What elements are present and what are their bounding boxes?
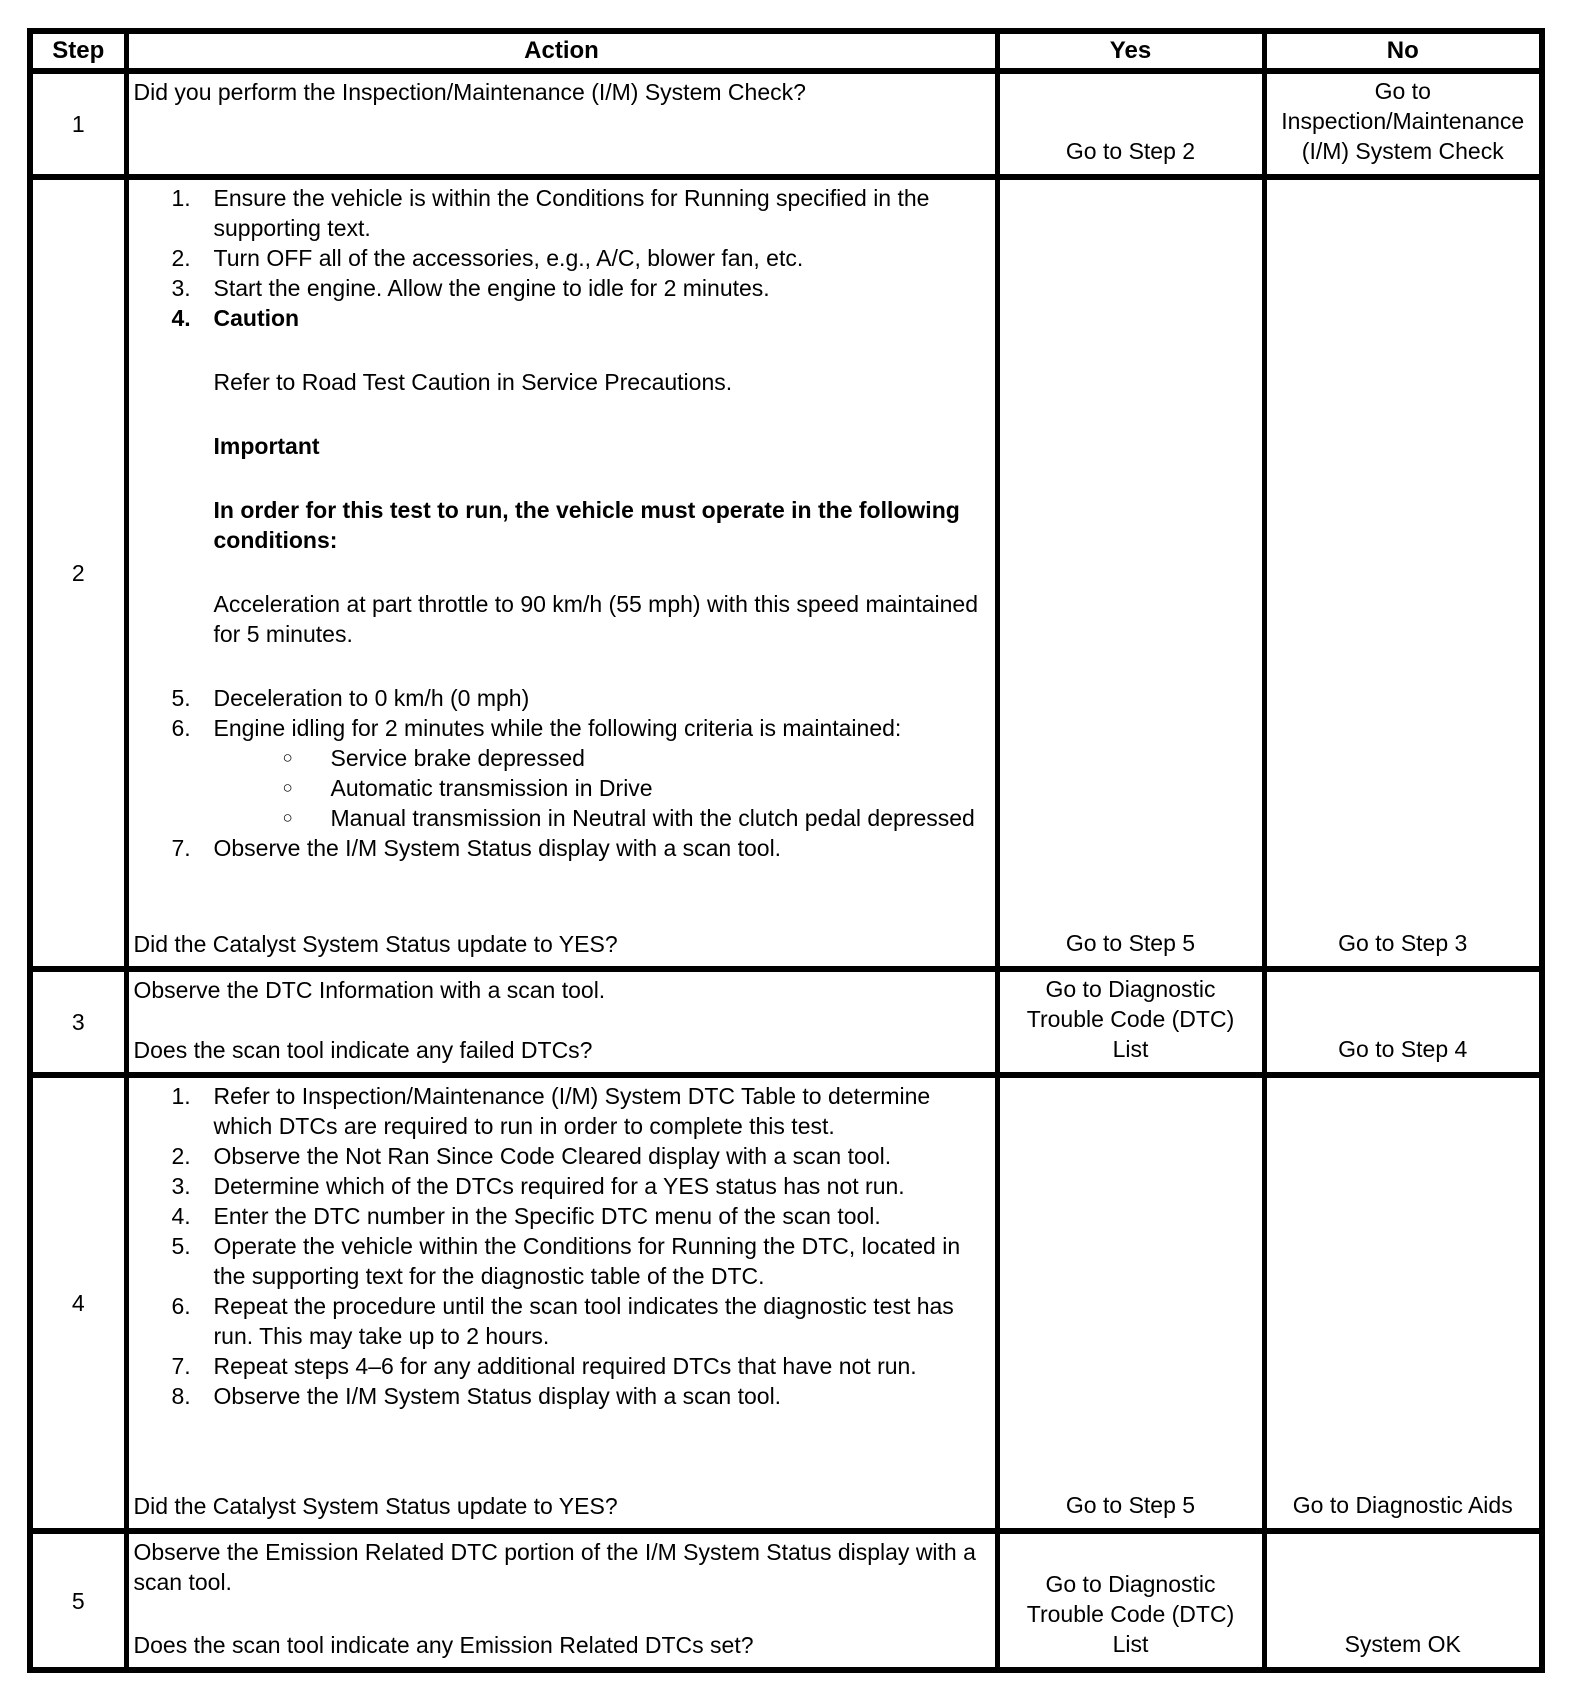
action-list-item (134, 1171, 991, 1201)
list-number: 3. (171, 275, 191, 301)
list-number: 1. (171, 1083, 191, 1109)
no-line: Inspection/Maintenance (1281, 108, 1525, 134)
action-list-item (134, 1141, 991, 1171)
step-number: 5 (30, 1531, 126, 1670)
list-number: 7. (171, 835, 191, 861)
list-number: 6. (171, 715, 191, 741)
sub-item-text: Manual transmission in Neutral with the clutch pedal depressed (330, 805, 975, 831)
list-item-text: Deceleration to 0 km/h (0 mph) (213, 685, 530, 711)
step-number: 4 (30, 1075, 126, 1531)
action-cell (126, 969, 997, 1075)
list-number: 5. (171, 685, 191, 711)
list-item-text: Determine which of the DTCs required for a YES status has not run. (213, 1173, 905, 1199)
action-list-item (134, 1201, 991, 1231)
action-sub-item (279, 803, 991, 833)
yes-cell (997, 1531, 1264, 1670)
action-note: Refer to Road Test Caution in Service Precautions. (213, 369, 733, 395)
no-cell (1264, 1075, 1542, 1531)
list-item-text: Ensure the vehicle is within the Conditions for Running specified in the supporting text. (213, 185, 930, 241)
list-number: 1. (171, 185, 191, 211)
action-paragraph: Observe the Emission Related DTC portion of the I/M System Status display with a scan tool. (133, 1539, 976, 1595)
action-list-item (134, 303, 991, 333)
list-number: 4. (171, 305, 191, 331)
action-question: Did the Catalyst System Status update to YES? (133, 931, 618, 957)
col-header-step: Step (30, 31, 126, 71)
list-item-text: Operate the vehicle within the Conditions for Running the DTC, located in the supporting text for the diagnostic table of the DTC. (213, 1233, 961, 1289)
yes-line: Trouble Code (DTC) (1026, 1601, 1235, 1627)
list-number: 2. (171, 1143, 191, 1169)
action-paragraph: Observe the DTC Information with a scan tool. (133, 977, 606, 1003)
no-cell (1264, 177, 1542, 969)
no-line: Go to Step 3 (1338, 930, 1468, 956)
document-page (27, 28, 1545, 1673)
diagnostic-table (27, 28, 1545, 1673)
circle-bullet-icon: ○ (282, 808, 293, 827)
sub-item-text: Automatic transmission in Drive (330, 775, 653, 801)
yes-line: List (1112, 1036, 1149, 1062)
table-row (30, 71, 1542, 177)
no-line: (I/M) System Check (1301, 138, 1504, 164)
action-sub-item (279, 773, 991, 803)
action-list-item (134, 683, 991, 713)
action-list-item (134, 713, 991, 743)
action-note: In order for this test to run, the vehicle must operate in the following conditions: (213, 497, 960, 553)
header-row (30, 31, 1542, 71)
yes-line: List (1112, 1631, 1149, 1657)
list-item-text: Refer to Inspection/Maintenance (I/M) System DTC Table to determine which DTCs are required to run in order to complete this test. (213, 1083, 931, 1139)
list-number: 7. (171, 1353, 191, 1379)
action-list-item (134, 833, 991, 863)
list-item-text: Start the engine. Allow the engine to idle for 2 minutes. (213, 275, 770, 301)
yes-line: Go to Diagnostic (1045, 1571, 1216, 1597)
list-number: 4. (171, 1203, 191, 1229)
list-item-text: Repeat steps 4–6 for any additional required DTCs that have not run. (213, 1353, 917, 1379)
list-item-text: Repeat the procedure until the scan tool indicates the diagnostic test has run. This may take up to 2 hours. (213, 1293, 954, 1349)
table-row (30, 1531, 1542, 1670)
step-number: 3 (30, 969, 126, 1075)
action-cell (126, 1075, 997, 1531)
action-list-item (134, 1291, 991, 1351)
action-question: Did the Catalyst System Status update to YES? (133, 1493, 618, 1519)
no-cell (1264, 969, 1542, 1075)
action-list-item (134, 1351, 991, 1381)
col-header-yes: Yes (997, 31, 1264, 71)
list-number: 5. (171, 1233, 191, 1259)
yes-line: Go to Step 5 (1065, 930, 1196, 956)
table-row (30, 969, 1542, 1075)
action-list-item (134, 243, 991, 273)
list-item-text: Caution (213, 305, 300, 331)
step-number: 2 (30, 177, 126, 969)
no-cell (1264, 1531, 1542, 1670)
yes-cell (997, 177, 1264, 969)
action-cell (126, 71, 997, 177)
list-number: 2. (171, 245, 191, 271)
yes-line: Go to Diagnostic (1045, 976, 1216, 1002)
yes-cell (997, 969, 1264, 1075)
action-sub-item (279, 743, 991, 773)
yes-line: Go to Step 5 (1065, 1492, 1196, 1518)
list-item-text: Enter the DTC number in the Specific DTC menu of the scan tool. (213, 1203, 881, 1229)
col-header-no: No (1264, 31, 1542, 71)
no-cell (1264, 71, 1542, 177)
action-list-item (134, 1081, 991, 1141)
circle-bullet-icon: ○ (282, 778, 293, 797)
action-question: Does the scan tool indicate any failed DTCs? (133, 1037, 593, 1063)
action-paragraph: Did you perform the Inspection/Maintenance (I/M) System Check? (133, 79, 806, 105)
sub-item-text: Service brake depressed (330, 745, 585, 771)
table-body (30, 71, 1542, 1670)
step-number: 1 (30, 71, 126, 177)
table-row (30, 1075, 1542, 1531)
yes-line: Go to Step 2 (1065, 138, 1196, 164)
col-header-action: Action (126, 31, 997, 71)
action-list-item (134, 1231, 991, 1291)
action-list-item (134, 1381, 991, 1411)
action-cell (126, 177, 997, 969)
list-item-text: Observe the I/M System Status display with a scan tool. (213, 1383, 782, 1409)
action-list-item (134, 273, 991, 303)
list-number: 8. (171, 1383, 191, 1409)
no-line: System OK (1344, 1631, 1461, 1657)
list-item-text: Observe the Not Ran Since Code Cleared display with a scan tool. (213, 1143, 892, 1169)
no-line: Go to Diagnostic Aids (1292, 1492, 1513, 1518)
action-cell (126, 1531, 997, 1670)
list-item-text: Turn OFF all of the accessories, e.g., A/C, blower fan, etc. (213, 245, 804, 271)
no-line: Go to (1374, 78, 1431, 104)
action-list-item (134, 183, 991, 243)
action-question: Does the scan tool indicate any Emission Related DTCs set? (133, 1632, 754, 1658)
list-number: 6. (171, 1293, 191, 1319)
list-item-text: Engine idling for 2 minutes while the following criteria is maintained: (213, 715, 902, 741)
circle-bullet-icon: ○ (282, 748, 293, 767)
action-note: Important (213, 433, 320, 459)
yes-line: Trouble Code (DTC) (1026, 1006, 1235, 1032)
action-note: Acceleration at part throttle to 90 km/h (55 mph) with this speed maintained for 5 minutes. (213, 591, 979, 647)
list-item-text: Observe the I/M System Status display with a scan tool. (213, 835, 782, 861)
no-line: Go to Step 4 (1338, 1036, 1468, 1062)
yes-cell (997, 1075, 1264, 1531)
table-row (30, 177, 1542, 969)
yes-cell (997, 71, 1264, 177)
list-number: 3. (171, 1173, 191, 1199)
